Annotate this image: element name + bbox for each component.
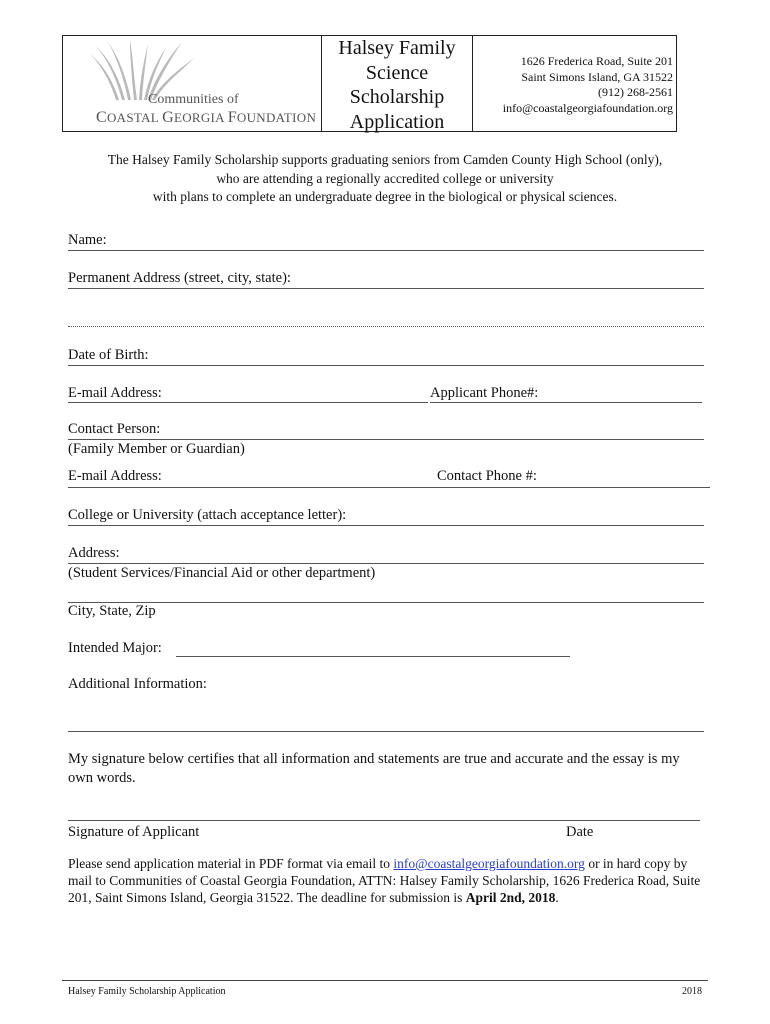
college-address-note: (Student Services/Financial Aid or other department) [68,565,376,581]
college-label: College or University (attach acceptance letter): [68,507,347,523]
email-link[interactable]: info@coastalgeorgiafoundation.org [393,856,585,871]
permanent-address-field-line-2[interactable] [68,326,704,327]
contact-email-label: E-mail Address: [68,468,162,484]
contact-email-phone-field-line[interactable] [68,487,710,488]
intended-major-label: Intended Major: [68,640,162,656]
permanent-address-label: Permanent Address (street, city, state): [68,270,291,286]
dob-field-line[interactable] [68,365,704,366]
signature-label: Signature of Applicant [68,824,200,840]
logo-text-communities: Communities of [148,92,239,107]
intended-major-field-line[interactable] [176,656,570,657]
contact-phone-label: Contact Phone #: [437,468,537,484]
footer-year: 2018 [682,986,702,997]
applicant-phone-field-line[interactable] [430,402,702,403]
name-label: Name: [68,232,107,248]
permanent-address-field-line[interactable] [68,288,704,289]
contact-person-field-line[interactable] [68,439,704,440]
college-address-field-line[interactable] [68,563,704,564]
contact-person-label: Contact Person: [68,421,161,437]
dob-label: Date of Birth: [68,347,149,363]
city-state-zip-label: City, State, Zip [68,603,156,619]
college-address-label: Address: [68,545,120,561]
college-address-field-line-2[interactable] [68,602,704,603]
additional-info-field-line[interactable] [68,731,704,732]
email-field-line[interactable] [68,402,428,403]
footer-divider [62,980,708,981]
document-title: Halsey Family Science Scholarship Application [338,37,456,133]
date-label: Date [566,824,594,840]
certification-statement: My signature below certifies that all information and statements are true and accurate and the essay is my own words. [68,751,680,786]
additional-info-label: Additional Information: [68,676,207,692]
deadline-date: April 2nd, 2018 [465,890,556,905]
submission-instructions: Please send application material in PDF format via email to info@coastalgeorgiafoundation.org or in hard copy by mail to Communities of Coastal Georgia Foundation, ATTN: Halsey Family Scholarship, 1626 Frederica Road, Suite 201, Saint Simons Island, Georgia 31522. The deadline for submission is April 2nd, 2018. [68,856,701,905]
foundation-contact-info: 1626 Frederica Road, Suite 201 Saint Simons Island, GA 31522 (912) 268-2561 info@coastalgeorgiafoundation.org [502,54,673,115]
applicant-phone-label: Applicant Phone#: [430,385,539,401]
email-label: E-mail Address: [68,385,162,401]
contact-person-note: (Family Member or Guardian) [68,441,245,457]
college-field-line[interactable] [68,525,704,526]
signature-line[interactable] [68,820,700,821]
footer-document-name: Halsey Family Scholarship Application [68,986,226,997]
name-field-line[interactable] [68,250,704,251]
intro-paragraph: The Halsey Family Scholarship supports graduating seniors from Camden County High School (only), who are attending a regionally accredited college or university with plans to complete an undergraduate degree in the biological or physical sciences. [107,152,663,204]
logo-text-foundation: COASTAL GEORGIA FOUNDATION [96,109,317,126]
